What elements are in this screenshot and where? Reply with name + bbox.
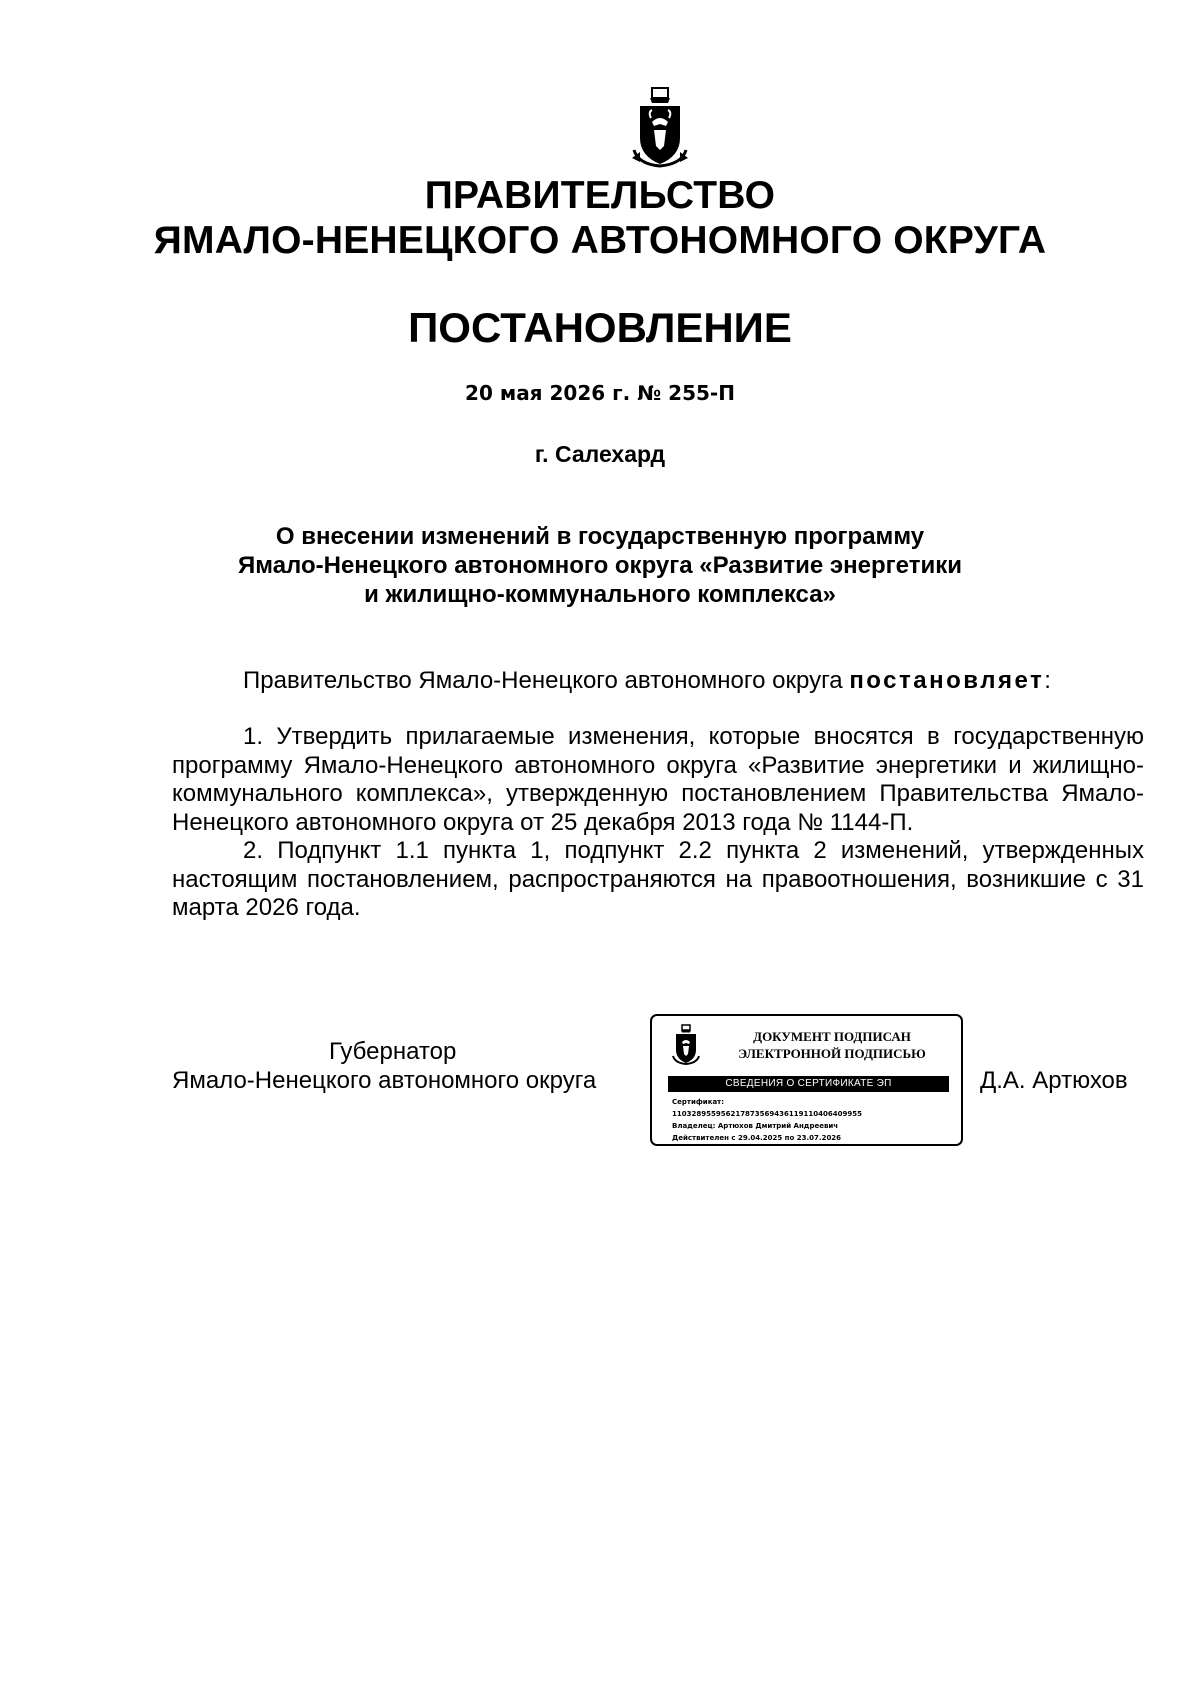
stamp-emblem-icon bbox=[671, 1024, 701, 1066]
signatory-title bbox=[172, 1037, 642, 1095]
document-subject bbox=[100, 522, 1100, 609]
subject-line: и жилищно-коммунального комплекса» bbox=[364, 581, 836, 608]
preamble-text: Правительство Ямало-Ненецкого автономного округа bbox=[243, 667, 850, 694]
issuing-body-line1: ПРАВИТЕЛЬСТВО bbox=[424, 174, 776, 217]
subject-line: Ямало-Ненецкого автономного округа «Развитие энергетики bbox=[238, 552, 962, 579]
city: г. Салехард bbox=[534, 441, 666, 467]
certificate-validity: Действителен с 29.04.2025 по 23.07.2026 bbox=[672, 1134, 842, 1142]
document-type: ПОСТАНОВЛЕНИЕ bbox=[408, 304, 792, 351]
signatory-position: Губернатор bbox=[329, 1038, 457, 1065]
certificate-info-bar: СВЕДЕНИЯ О СЕРТИФИКАТЕ ЭП bbox=[668, 1076, 949, 1092]
certificate-details bbox=[672, 1096, 952, 1144]
signatory-name: Д.А. Артюхов bbox=[980, 1067, 1128, 1094]
preamble-keyword: постановляет bbox=[849, 667, 1045, 694]
preamble bbox=[243, 666, 1051, 695]
preamble-colon: : bbox=[1044, 667, 1051, 694]
clause-2: 2. Подпункт 1.1 пункта 1, подпункт 2.2 пункта 2 изменений, утвержденных настоящим постановлением, распространяются на правоотношения, возникшие с 31 марта 2026 года. bbox=[172, 837, 1144, 921]
coat-of-arms-emblem bbox=[630, 86, 690, 170]
resolution-clauses bbox=[172, 723, 1144, 923]
electronic-signature-stamp bbox=[650, 1014, 963, 1146]
date-and-number: 20 мая 2026 г. № 255-П bbox=[465, 381, 735, 405]
stamp-heading-line: ДОКУМЕНТ ПОДПИСАН bbox=[753, 1029, 911, 1044]
certificate-label: Сертификат: bbox=[672, 1098, 725, 1106]
clause-1: 1. Утвердить прилагаемые изменения, которые вносятся в государственную программу Ямало-Ненецкого автономного округа «Развитие энергетики и жилищно-коммунального комплекса», утвержденную постановлением Правительства Ямало-Ненецкого автономного округа от 25 декабря 2013 года № 1144-П. bbox=[172, 723, 1144, 836]
stamp-heading-line: ЭЛЕКТРОННОЙ ПОДПИСЬЮ bbox=[738, 1046, 926, 1061]
subject-line: О внесении изменений в государственную программу bbox=[275, 523, 925, 550]
certificate-owner: Владелец: Артюхов Дмитрий Андреевич bbox=[672, 1122, 839, 1130]
certificate-number: 110328955956217873569436119110406409955 bbox=[672, 1110, 862, 1118]
signatory-organization: Ямало-Ненецкого автономного округа bbox=[172, 1067, 597, 1094]
issuing-body-line2: ЯМАЛО-НЕНЕЦКОГО АВТОНОМНОГО ОКРУГА bbox=[153, 219, 1047, 262]
stamp-heading bbox=[712, 1028, 952, 1062]
